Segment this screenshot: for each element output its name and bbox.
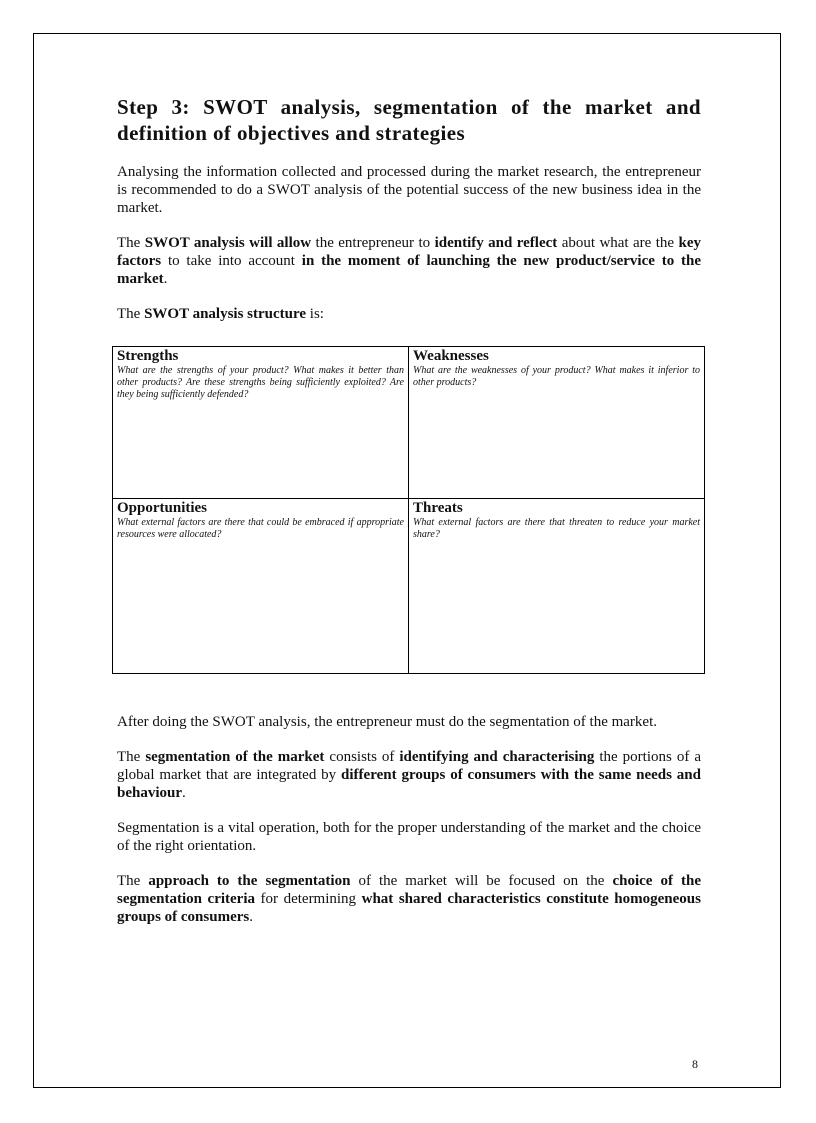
- strengths-question: What are the strengths of your product? What makes it better than other products? Are these strengths being sufficiently exploited? Are they being sufficiently defended?: [117, 365, 404, 400]
- swot-table: [112, 346, 705, 674]
- threats-title: Threats: [413, 500, 463, 516]
- threats-question: What external factors are there that threaten to reduce your market share?: [413, 517, 700, 540]
- after-swot-paragraph: After doing the SWOT analysis, the entrepreneur must do the segmentation of the market.: [117, 714, 657, 730]
- opportunities-question: What external factors are there that could be embraced if appropriate resources were allocated?: [117, 517, 404, 540]
- swot-opportunities-cell: [113, 499, 409, 673]
- opportunities-title: Opportunities: [117, 500, 208, 516]
- page-number: 8: [692, 1057, 698, 1071]
- lower-content: [117, 713, 701, 943]
- segmentation-paragraph: The segmentation of the market consists of identifying and characterising the portions of a global market that are integrated by different groups of consumers with the same needs and behaviour.: [117, 749, 701, 801]
- swot-threats-cell: [409, 499, 704, 673]
- swot-allow-paragraph: The SWOT analysis will allow the entrepreneur to identify and reflect about what are the key factors to take into account in the moment of launching the new product/service to the market.: [117, 235, 701, 287]
- vital-operation-paragraph: Segmentation is a vital operation, both for the proper understanding of the market and the choice of the right orientation.: [117, 820, 701, 854]
- section-heading: Step 3: SWOT analysis, segmentation of the market and definition of objectives and strategies: [117, 95, 701, 145]
- swot-structure-paragraph: The SWOT analysis structure is:: [117, 306, 324, 322]
- upper-content: [117, 94, 701, 340]
- weaknesses-title: Weaknesses: [413, 348, 489, 364]
- strengths-title: Strengths: [117, 348, 179, 364]
- weaknesses-question: What are the weaknesses of your product? What makes it inferior to other products?: [413, 365, 700, 388]
- intro-paragraph: Analysing the information collected and processed during the market research, the entrepreneur is recommended to do a SWOT analysis of the potential success of the new business idea in the market.: [117, 164, 701, 216]
- approach-paragraph: The approach to the segmentation of the market will be focused on the choice of the segmentation criteria for determining what shared characteristics constitute homogeneous groups of consumers.: [117, 873, 701, 925]
- swot-strengths-cell: [113, 347, 409, 499]
- swot-weaknesses-cell: [409, 347, 704, 499]
